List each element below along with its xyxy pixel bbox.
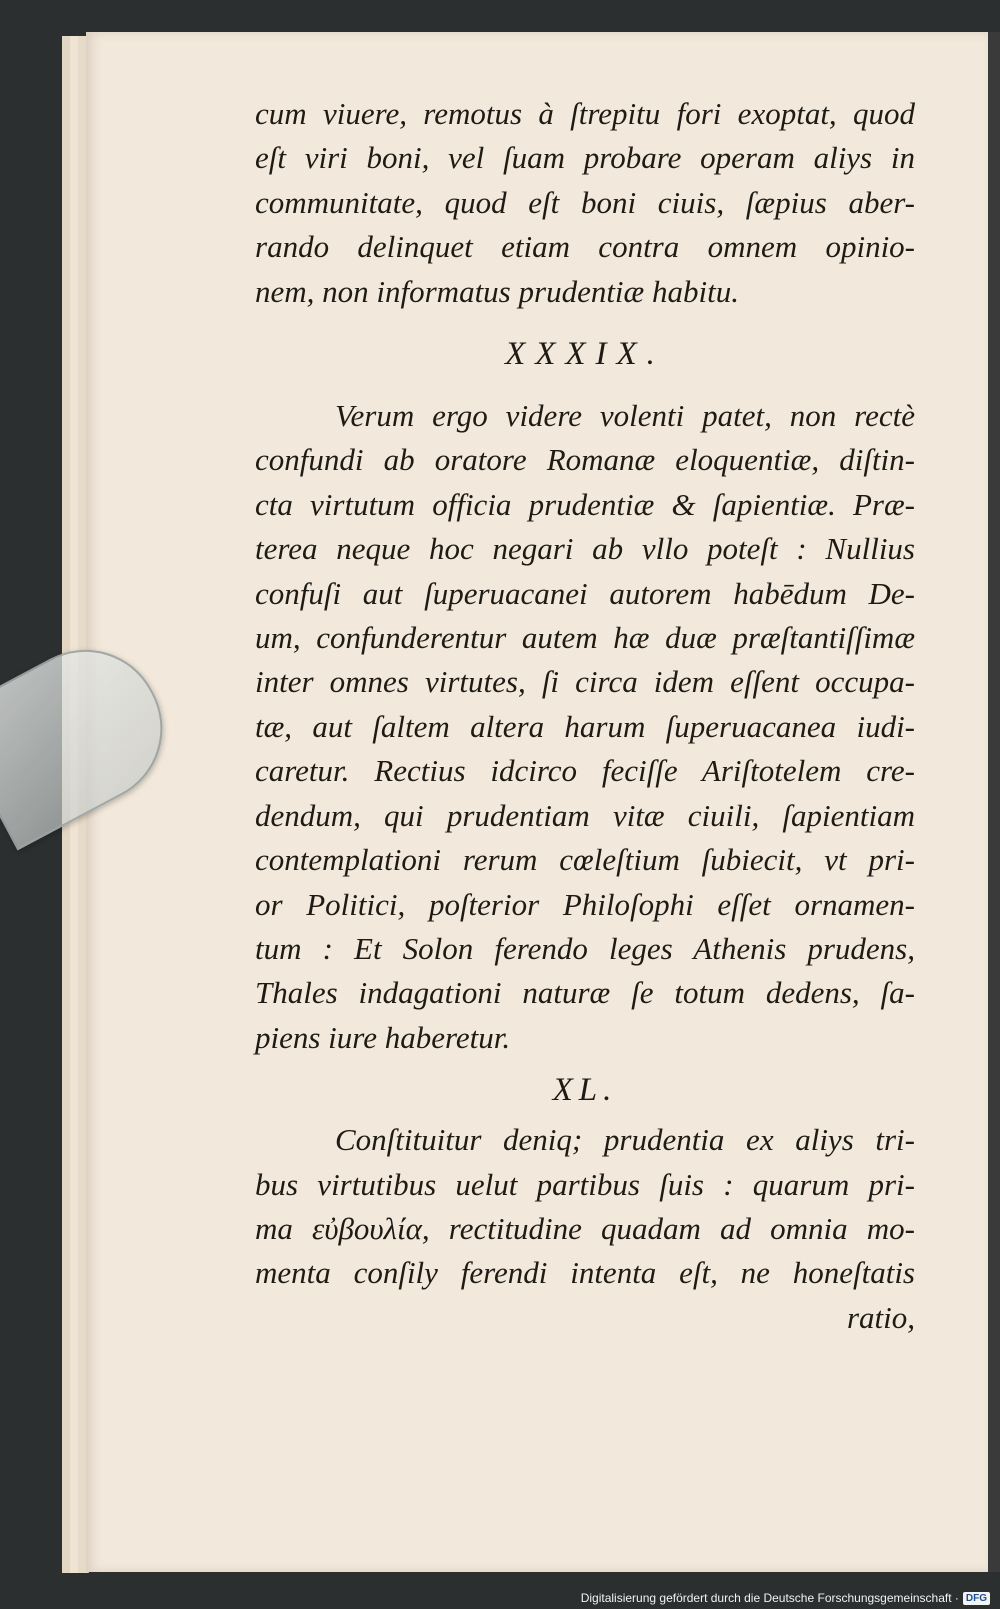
credit-text: Digitalisierung gefördert durch die Deutsche Forschungsgemeinschaft · [580,1591,959,1605]
text-line: rando delinquet etiam contra omnem opinio- [255,229,915,265]
text-line: nem, non informatus prudentiæ habitu. [255,273,739,309]
paragraph-1 [255,92,915,314]
digitization-credit [581,1591,990,1605]
text-line: menta conſily ferendi intenta eſt, ne honeſtatis [255,1255,915,1291]
paragraph-3 [255,1118,915,1340]
text-line: tæ, aut ſaltem altera harum ſuperuacanea iudi- [255,708,915,744]
section-number-heading: XXXIX. [505,336,665,373]
scan-border [988,32,1000,1572]
text-line: or Politici, poſterior Philoſophi eſſet ornamen- [255,886,915,922]
text-line: ma εὐβουλία, rectitudine quadam ad omnia mo- [255,1210,915,1246]
catchword: ratio, [846,1299,915,1335]
text-line: piens iure haberetur. [255,1019,511,1055]
text-line: confundi ab oratore Romanæ eloquentiæ, diſtin- [255,442,915,478]
text-line: cta virtutum officia prudentiæ & ſapientiæ. Præ- [255,486,915,522]
text-line: Conſtituitur deniq; prudentia ex aliys tri- [335,1122,915,1158]
text-line: communitate, quod eſt boni ciuis, ſæpius aber- [255,184,915,220]
section-number-heading: XL. [552,1072,618,1109]
text-line: Thales indagationi naturæ ſe totum dedens, ſa- [255,975,915,1011]
text-line: dendum, qui prudentiam vitæ ciuili, ſapientiam [255,797,915,833]
paragraph-2 [255,394,915,1060]
text-line: tum : Et Solon ferendo leges Athenis prudens, [255,930,915,966]
text-line: um, confunderentur autem hæ duæ præſtantiſſimæ [255,620,915,656]
text-line: contemplationi rerum cœleſtium ſubiecit, vt pri- [255,842,915,878]
text-line: confuſi aut ſuperuacanei autorem habēdum De- [255,575,915,611]
page-text [255,92,915,1340]
text-line: cum viuere, remotus à ſtrepitu fori exoptat, quod [255,96,915,131]
text-line: bus virtutibus uelut partibus ſuis : quarum pri- [255,1166,915,1202]
text-line: eſt viri boni, vel ſuam probare operam aliys in [255,140,915,176]
text-line: inter omnes virtutes, ſi circa idem eſſent occupa- [255,664,915,700]
dfg-logo: DFG [963,1592,990,1605]
text-line: caretur. Rectius idcirco feciſſe Ariſtotelem cre- [255,753,915,789]
text-line: Verum ergo videre volenti patet, non rectè [335,398,915,434]
text-line: terea neque hoc negari ab vllo poteſt : Nullius [255,531,915,567]
